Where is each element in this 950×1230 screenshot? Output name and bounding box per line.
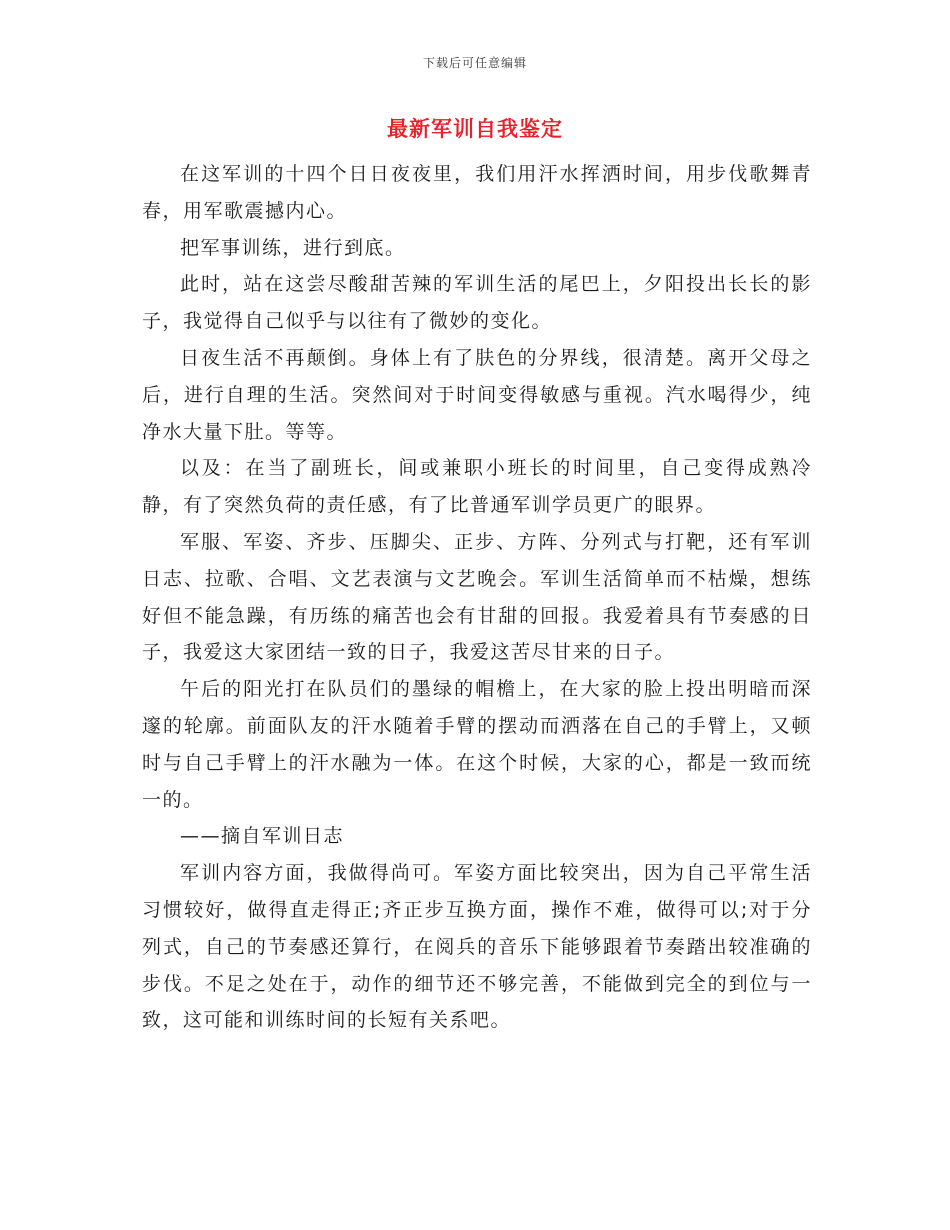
paragraph-diary-source: ——摘自军训日志 (180, 825, 345, 848)
paragraph-training-items: 军服、军姿、齐步、压脚尖、正步、方阵、分列式与打靶，还有军训日志、拉歌、合唱、文艺表演与文艺晚会。军训生活简单而不枯燥，想练好但不能急躁，有历练的痛苦也会有甘甜的回报。我爱着具有节奏感的日子，我爱这大家团结一致的日子，我爱这苦尽甘来的日子。 (142, 530, 812, 664)
document-body (142, 156, 812, 1039)
header-note: 下载后可任意编辑 (422, 56, 527, 70)
paragraph-daily-life: 日夜生活不再颠倒。身体上有了肤色的分界线，很清楚。离开父母之后，进行自理的生活。突然间对于时间变得敏感与重视。汽水喝得少，纯净水大量下肚。等等。 (142, 346, 812, 443)
paragraph-afternoon: 午后的阳光打在队员们的墨绿的帽檐上，在大家的脸上投出明暗而深邃的轮廓。前面队友的汗水随着手臂的摆动而洒落在自己的手臂上，又顿时与自己手臂上的汗水融为一体。在这个时候，大家的心，都是一致而统一的。 (142, 678, 812, 811)
document-title: 最新军训自我鉴定 (387, 117, 563, 141)
paragraph-sunset: 此时，站在这尝尽酸甜苦辣的军训生活的尾巴上，夕阳投出长长的影子，我觉得自己似乎与以往有了微妙的变化。 (142, 273, 812, 333)
paragraph-self-assessment: 军训内容方面，我做得尚可。军姿方面比较突出，因为自己平常生活习惯较好，做得直走得正;齐正步互换方面，操作不难，做得可以;对于分列式，自己的节奏感还算行，在阅兵的音乐下能够跟着节奏踏出较准确的步伐。不足之处在于，动作的细节还不够完善，不能做到完全的到位与一致，这可能和训练时间的长短有关系吧。 (142, 862, 812, 1032)
paragraph-slogan: 把军事训练，进行到底。 (180, 236, 406, 259)
paragraph-opening: 在这军训的十四个日日夜夜里，我们用汗水挥洒时间，用步伐歌舞青春，用军歌震撼内心。 (142, 163, 812, 222)
paragraph-squad-leader: 以及：在当了副班长，间或兼职小班长的时间里，自己变得成熟冷静，有了突然负荷的责任感，有了比普通军训学员更广的眼界。 (142, 457, 812, 517)
